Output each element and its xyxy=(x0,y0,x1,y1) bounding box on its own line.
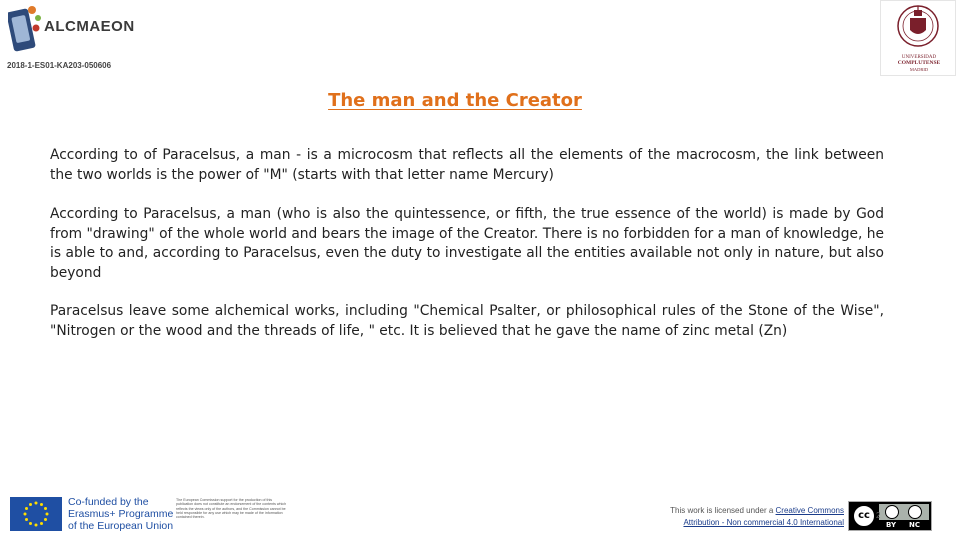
university-line-2: COMPLUTENSE xyxy=(897,60,941,66)
university-seal-icon xyxy=(895,4,941,54)
university-line-1: UNIVERSIDAD xyxy=(901,55,937,60)
project-code: 2018-1-ES01-KA203-050606 xyxy=(7,61,112,70)
university-logo xyxy=(880,0,956,76)
slide-title: The man and the Creator xyxy=(328,90,582,111)
eu-cofunding-text xyxy=(68,496,178,532)
no-commercial-icon xyxy=(908,505,922,519)
cc-nc-label: NC xyxy=(909,521,920,529)
paragraph-works: Paracelsus leave some alchemical works, including "Chemical Psalter, or philosophical rules of the Stone of the Wise", "Nitrogen or the wood and the threads of life, " etc. It is believed that he gave the name of zinc metal (Zn) xyxy=(50,303,884,339)
cc-license-badge[interactable] xyxy=(848,501,932,531)
eu-line-2: Erasmus+ Programme xyxy=(68,508,174,520)
license-prefix: This work is licensed under a xyxy=(670,506,776,515)
eu-line-3: of the European Union xyxy=(68,520,174,532)
eu-disclaimer: The European Commission support for the production of this publication does not constitute an endorsement of the contents which reflects the views only of the authors, and the Commission cannot be held responsible for any use which may be made of the information contained therein. xyxy=(176,498,287,520)
eu-flag-icon xyxy=(10,497,62,531)
page-number: 2 xyxy=(876,511,881,520)
cc-icon: cc xyxy=(852,504,876,528)
eu-line-1: Co-funded by the xyxy=(68,496,149,508)
paragraph-creator: According to Paracelsus, a man (who is also the quintessence, or fifth, the true essence of the world) is made by God from "drawing" of the whole world and bears the image of the Creator. There is no forbidden for a man of knowledge, he is able to and, according to Paracelsus, even the duty to investigate all the entities available not only in nature, but also beyond xyxy=(50,206,884,281)
license-notice xyxy=(620,505,844,529)
alcmaeon-emblem-icon xyxy=(8,4,42,56)
eu-cofunding-logo xyxy=(10,494,290,534)
paragraph-microcosm: According to of Paracelsus, a man - is a microcosm that reflects all the elements of the macrocosm, the link between the two worlds is the power of "M" (starts with that letter name Mercury) xyxy=(50,147,884,183)
license-link-creative-commons[interactable]: Creative Commons xyxy=(775,506,844,515)
person-icon xyxy=(885,505,899,519)
alcmaeon-wordmark: ALCMAEON xyxy=(44,18,135,35)
cc-by-label: BY xyxy=(886,521,897,529)
alcmaeon-logo xyxy=(4,2,135,74)
university-line-3: MADRID xyxy=(909,67,929,72)
license-link-attribution[interactable]: Attribution - Non commercial 4.0 International xyxy=(683,518,844,527)
